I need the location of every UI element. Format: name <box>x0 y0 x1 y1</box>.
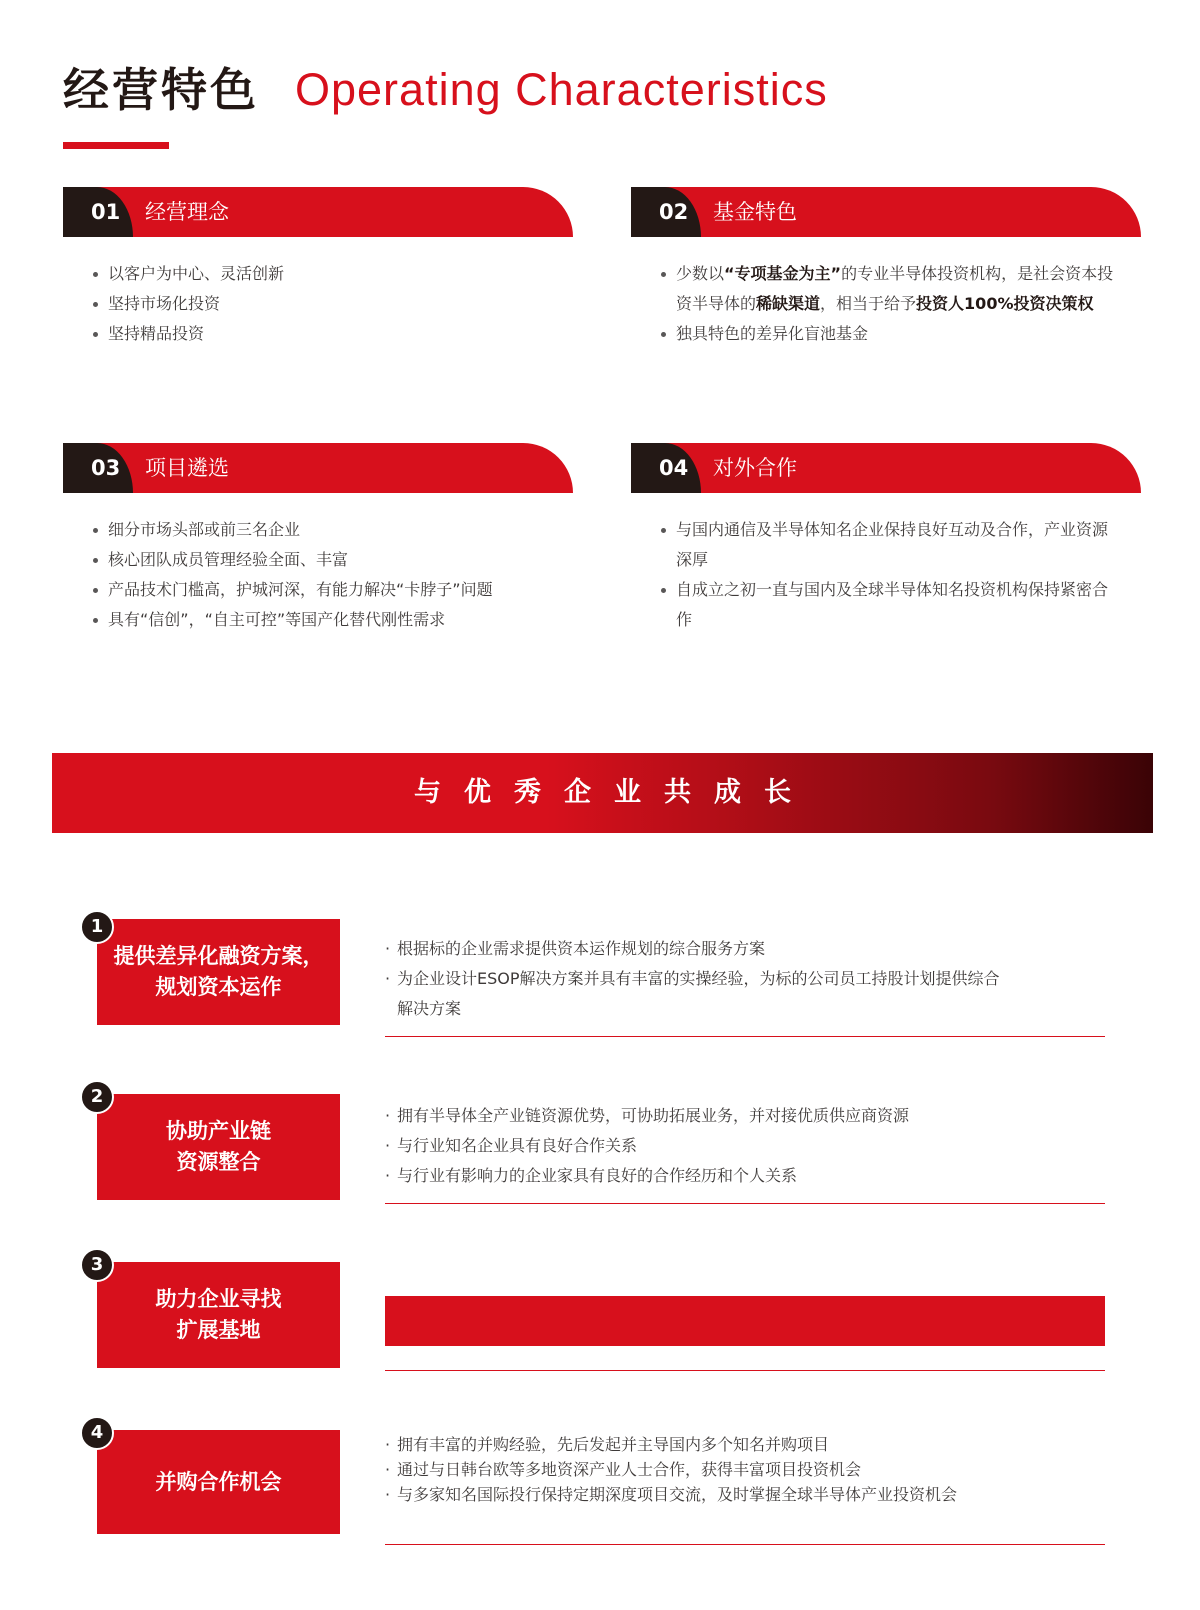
list-item: · 拥有丰富的并购经验，先后发起并主导国内多个知名并购项目 <box>385 1432 1105 1457</box>
section-02-list <box>658 259 1118 349</box>
list-item: 坚持市场化投资 <box>90 289 560 319</box>
section-01-list <box>90 259 560 349</box>
list-item: · 拥有半导体全产业链资源优势，可协助拓展业务，并对接优质供应商资源 <box>385 1101 1105 1131</box>
list-item: 解决方案 <box>397 999 462 1018</box>
page-title-cn: 经营特色 <box>63 63 259 117</box>
section-number: 03 <box>63 443 133 493</box>
title-underline <box>63 142 169 149</box>
divider <box>385 1544 1105 1545</box>
section-header-01 <box>63 187 573 237</box>
list-item: 产品技术门槛高，护城河深，有能力解决“卡脖子”问题 <box>90 575 570 605</box>
divider <box>385 1036 1105 1037</box>
growth-item-1-list <box>385 934 1105 1024</box>
section-title: 经营理念 <box>145 200 229 224</box>
list-item: 少数以“专项基金为主”的专业半导体投资机构，是社会资本投资半导体的稀缺渠道，相当于给予投资人100%投资决策权 <box>658 259 1118 319</box>
section-header-04 <box>631 443 1141 493</box>
section-number: 04 <box>631 443 701 493</box>
page-title-en: Operating Characteristics <box>295 64 828 115</box>
growth-item-3-number: 3 <box>80 1248 114 1282</box>
list-item: · 为企业设计ESOP解决方案并具有丰富的实操经验，为标的公司员工持股计划提供综合 <box>385 964 1105 994</box>
growth-item-4-list <box>385 1432 1105 1507</box>
growth-item-2-number: 2 <box>80 1080 114 1114</box>
growth-item-2-list <box>385 1101 1105 1191</box>
section-title: 对外合作 <box>713 456 797 480</box>
list-item: 细分市场头部或前三名企业 <box>90 515 570 545</box>
growth-item-1-number: 1 <box>80 910 114 944</box>
list-item: 具有“信创”，“自主可控”等国产化替代刚性需求 <box>90 605 570 635</box>
list-item: · 通过与日韩台欧等多地资深产业人士合作，获得丰富项目投资机会 <box>385 1457 1105 1482</box>
growth-item-4-number: 4 <box>80 1416 114 1450</box>
section-title: 项目遴选 <box>145 456 229 480</box>
growth-item-4-title: 并购合作机会 <box>97 1430 340 1534</box>
section-title: 基金特色 <box>713 200 797 224</box>
divider <box>385 1370 1105 1371</box>
banner-title: 与优秀企业共成长 <box>414 777 814 808</box>
section-header-02 <box>631 187 1141 237</box>
list-item: · 与多家知名国际投行保持定期深度项目交流，及时掌握全球半导体产业投资机会 <box>385 1482 1105 1507</box>
list-item: 独具特色的差异化盲池基金 <box>658 319 1118 349</box>
redacted-text-block <box>385 1296 1105 1346</box>
growth-item-2-title: 协助产业链 资源整合 <box>97 1094 340 1200</box>
section-04-list <box>658 515 1108 635</box>
list-item: · 与行业知名企业具有良好合作关系 <box>385 1131 1105 1161</box>
growth-item-1-title: 提供差异化融资方案， 规划资本运作 <box>97 919 340 1025</box>
list-item: · 与行业有影响力的企业家具有良好的合作经历和个人关系 <box>385 1161 1105 1191</box>
list-item: 坚持精品投资 <box>90 319 560 349</box>
list-item: 以客户为中心、灵活创新 <box>90 259 560 289</box>
list-item: 核心团队成员管理经验全面、丰富 <box>90 545 570 575</box>
section-header-03 <box>63 443 573 493</box>
growth-item-3-title: 助力企业寻找 扩展基地 <box>97 1262 340 1368</box>
growth-banner <box>52 753 1153 833</box>
list-item: 与国内通信及半导体知名企业保持良好互动及合作，产业资源深厚 <box>658 515 1108 575</box>
list-item: · 根据标的企业需求提供资本运作规划的综合服务方案 <box>385 934 1105 964</box>
section-number: 01 <box>63 187 133 237</box>
divider <box>385 1203 1105 1204</box>
section-number: 02 <box>631 187 701 237</box>
list-item: 自成立之初一直与国内及全球半导体知名投资机构保持紧密合作 <box>658 575 1108 635</box>
section-03-list <box>90 515 570 635</box>
